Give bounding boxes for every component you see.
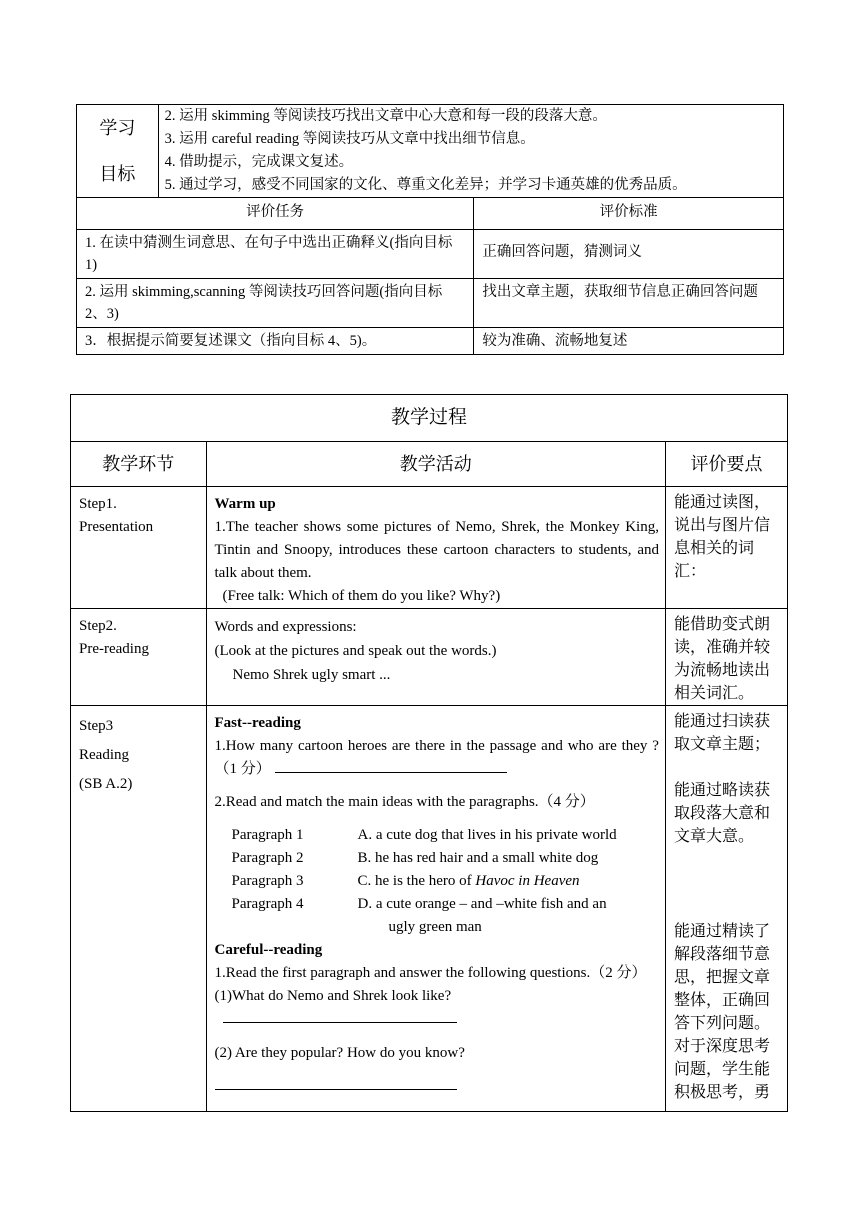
process-title: 教学过程	[71, 395, 788, 442]
fast-reading-heading: Fast--reading	[214, 715, 301, 731]
step3-row	[71, 706, 788, 1112]
assessment-row	[77, 328, 784, 355]
objectives-list	[158, 105, 783, 198]
header-activity: 教学活动	[206, 442, 665, 487]
header-evaluation: 评价要点	[665, 442, 787, 487]
step1-row	[71, 487, 788, 609]
step-name: Reading	[79, 747, 129, 763]
match-row	[215, 870, 659, 893]
main-idea: D. a cute orange – and –white fish and an	[357, 896, 607, 912]
step-name: Pre-reading	[79, 641, 149, 657]
free-talk-text: (Free talk: Which of them do you like? Why?)	[222, 588, 501, 604]
step2-row	[71, 609, 788, 706]
careful-reading-q1a: (1)What do Nemo and Shrek look like?	[214, 988, 452, 1004]
careful-reading-q1b: (2) Are they popular? How do you know?	[214, 1045, 465, 1061]
assessment-task: 3．根据提示简要复述课文（指向目标 4、5)。	[77, 328, 474, 355]
words-heading: Words and expressions:	[214, 619, 357, 635]
paragraph-label: Paragraph 2	[231, 850, 304, 866]
careful-reading-heading: Careful--reading	[214, 942, 323, 958]
step3-evaluation	[665, 706, 787, 1112]
assessment-task: 2. 运用 skimming,scanning 等阅读技巧回答问题(指向目标 2、3)	[77, 279, 474, 328]
objectives-label-line2: 目标	[99, 164, 136, 184]
answer-blank[interactable]	[215, 1075, 457, 1090]
main-idea-prefix: C. he is the hero of	[357, 873, 476, 889]
eval-skimming: 能通过略读获取段落大意和文章大意。	[673, 782, 770, 845]
step3-label	[71, 706, 207, 1112]
assessment-row	[77, 279, 784, 328]
main-idea: B. he has red hair and a small white dog	[357, 850, 599, 866]
assessment-standard: 找出文章主题，获取细节信息正确回答问题	[474, 279, 784, 328]
step3-activity	[206, 706, 665, 1112]
assessment-task-header: 评价任务	[77, 198, 474, 230]
assessment-header-row	[77, 198, 784, 230]
main-idea	[358, 870, 580, 893]
assessment-standard-header: 评价标准	[474, 198, 784, 230]
objective-item: 5. 通过学习，感受不同国家的文化、尊重文化差异；并学习卡通英雄的优秀品质。	[164, 177, 687, 193]
teaching-process-table	[70, 394, 788, 1112]
eval-scanning: 能通过扫读获取文章主题；	[673, 713, 770, 753]
answer-blank[interactable]	[275, 758, 507, 773]
objective-item: 3. 运用 careful reading 等阅读技巧从文章中找出细节信息。	[164, 131, 535, 147]
words-instruction: (Look at the pictures and speak out the words.)	[214, 643, 497, 659]
header-step: 教学环节	[71, 442, 207, 487]
objectives-row	[77, 105, 784, 198]
objectives-label-line1: 学习	[99, 118, 136, 138]
fast-reading-q1-text: 1.How many cartoon heroes are there in the passage and who are they ?（1 分）	[214, 738, 659, 777]
assessment-standard: 正确回答问题，猜测词义	[474, 230, 784, 279]
answer-line-1	[215, 1008, 659, 1036]
objective-item: 2. 运用 skimming 等阅读技巧找出文章中心大意和每一段的段落大意。	[164, 108, 607, 124]
paragraph-label: Paragraph 1	[231, 827, 304, 843]
answer-blank[interactable]	[223, 1008, 457, 1023]
process-title-row	[71, 395, 788, 442]
match-row	[215, 847, 659, 870]
fast-reading-q2: 2.Read and match the main ideas with the paragraphs.（4 分）	[214, 794, 595, 810]
assessment-row	[77, 230, 784, 279]
warm-up-heading: Warm up	[214, 496, 276, 512]
step-name: Presentation	[79, 519, 154, 535]
step-number: Step3	[79, 718, 114, 734]
main-idea: A. a cute dog that lives in his private world	[357, 827, 617, 843]
step-number: Step1.	[79, 496, 117, 512]
step1-evaluation: 能通过读图，说出与图片信息相关的词汇：	[665, 487, 787, 609]
objective-item: 4. 借助提示，完成课文复述。	[164, 154, 354, 170]
step2-label	[71, 609, 207, 706]
assessment-standard: 较为准确、流畅地复述	[474, 328, 784, 355]
objectives-label	[77, 105, 159, 198]
match-row	[215, 893, 659, 916]
match-row	[215, 824, 659, 847]
main-idea-continued: ugly green man	[388, 919, 482, 935]
fast-reading-q1	[215, 735, 659, 781]
objectives-assessment-table	[76, 104, 784, 355]
answer-line-2	[215, 1075, 659, 1101]
warm-up-text: 1.The teacher shows some pictures of Nemo, Shrek, the Monkey King, Tintin and Snoopy, introduces these cartoon characters to students, and talk about them.	[214, 519, 659, 581]
main-idea-title: Havoc in Heaven	[475, 873, 580, 889]
step2-evaluation: 能借助变式朗读，准确并较为流畅地读出相关词汇。	[665, 609, 787, 706]
step1-activity	[206, 487, 665, 609]
step-ref: (SB A.2)	[79, 776, 133, 792]
words-list: Nemo Shrek ugly smart ...	[232, 667, 391, 683]
step2-activity	[206, 609, 665, 706]
paragraph-label: Paragraph 4	[231, 896, 304, 912]
careful-reading-q1: 1.Read the first paragraph and answer the following questions.（2 分）	[214, 965, 647, 981]
assessment-task: 1. 在读中猜测生词意思、在句子中选出正确释义(指向目标 1)	[77, 230, 474, 279]
step-number: Step2.	[79, 618, 117, 634]
step1-label	[71, 487, 207, 609]
process-header-row	[71, 442, 788, 487]
paragraph-label: Paragraph 3	[231, 873, 304, 889]
eval-careful: 能通过精读了解段落细节意思，把握文章整体，正确回答下列问题。对于深度思考问题，学生能积极思考，勇	[673, 923, 770, 1101]
